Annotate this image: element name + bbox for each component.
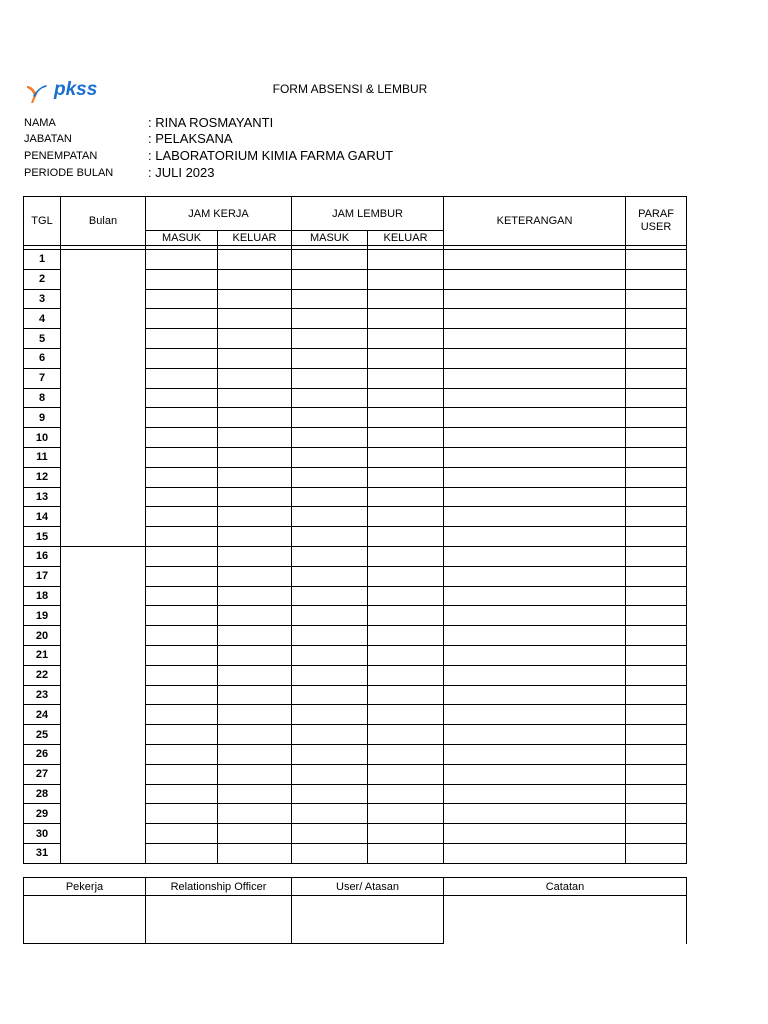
signature-header-ro: Relationship Officer (146, 878, 292, 896)
masuk-lembur-cell[interactable] (292, 705, 368, 725)
paraf-cell[interactable] (626, 744, 687, 764)
header-tgl: TGL (24, 197, 61, 246)
paraf-cell[interactable] (626, 527, 687, 547)
keluar-kerja-cell[interactable] (218, 586, 292, 606)
keluar-lembur-cell[interactable] (368, 527, 444, 547)
masuk-kerja-cell[interactable] (146, 447, 218, 467)
paraf-cell[interactable] (626, 447, 687, 467)
keterangan-cell[interactable] (444, 645, 626, 665)
day-number: 17 (24, 566, 61, 586)
keluar-kerja-cell[interactable] (218, 507, 292, 527)
paraf-cell[interactable] (626, 507, 687, 527)
masuk-lembur-cell[interactable] (292, 368, 368, 388)
masuk-kerja-cell[interactable] (146, 665, 218, 685)
keterangan-cell[interactable] (444, 705, 626, 725)
keluar-lembur-cell[interactable] (368, 309, 444, 329)
paraf-cell[interactable] (626, 824, 687, 844)
keluar-lembur-cell[interactable] (368, 329, 444, 349)
info-value: : RINA ROSMAYANTI (148, 115, 274, 130)
masuk-kerja-cell[interactable] (146, 329, 218, 349)
paraf-cell[interactable] (626, 329, 687, 349)
info-label: PENEMPATAN (24, 150, 98, 162)
masuk-lembur-cell[interactable] (292, 784, 368, 804)
keluar-kerja-cell[interactable] (218, 725, 292, 745)
masuk-kerja-cell[interactable] (146, 685, 218, 705)
paraf-cell[interactable] (626, 764, 687, 784)
paraf-cell[interactable] (626, 546, 687, 566)
keluar-kerja-cell[interactable] (218, 824, 292, 844)
signature-table (23, 877, 687, 944)
keluar-kerja-cell[interactable] (218, 250, 292, 270)
day-number: 29 (24, 804, 61, 824)
keluar-kerja-cell[interactable] (218, 705, 292, 725)
keluar-kerja-cell[interactable] (218, 408, 292, 428)
attendance-table (23, 196, 687, 864)
keterangan-cell[interactable] (444, 368, 626, 388)
masuk-kerja-cell[interactable] (146, 527, 218, 547)
keluar-kerja-cell[interactable] (218, 309, 292, 329)
keterangan-cell[interactable] (444, 408, 626, 428)
keterangan-cell[interactable] (444, 527, 626, 547)
signature-box-ro[interactable] (146, 896, 292, 944)
keterangan-cell[interactable] (444, 546, 626, 566)
day-number: 9 (24, 408, 61, 428)
header-jam-kerja: JAM KERJA (146, 197, 292, 231)
keluar-kerja-cell[interactable] (218, 388, 292, 408)
keluar-kerja-cell[interactable] (218, 329, 292, 349)
keterangan-cell[interactable] (444, 744, 626, 764)
day-number: 2 (24, 269, 61, 289)
day-number: 26 (24, 744, 61, 764)
masuk-kerja-cell[interactable] (146, 764, 218, 784)
paraf-cell[interactable] (626, 804, 687, 824)
paraf-cell[interactable] (626, 645, 687, 665)
employee-info (24, 115, 724, 182)
masuk-lembur-cell[interactable] (292, 408, 368, 428)
paraf-cell[interactable] (626, 566, 687, 586)
paraf-cell[interactable] (626, 487, 687, 507)
masuk-lembur-cell[interactable] (292, 824, 368, 844)
header-bulan: Bulan (61, 197, 146, 246)
masuk-lembur-cell[interactable] (292, 467, 368, 487)
masuk-kerja-cell[interactable] (146, 804, 218, 824)
masuk-lembur-cell[interactable] (292, 586, 368, 606)
masuk-lembur-cell[interactable] (292, 329, 368, 349)
day-number: 7 (24, 368, 61, 388)
header-masuk-kerja: MASUK (146, 231, 218, 246)
keterangan-cell[interactable] (444, 804, 626, 824)
company-logo (24, 76, 124, 106)
keterangan-cell[interactable] (444, 388, 626, 408)
masuk-lembur-cell[interactable] (292, 645, 368, 665)
masuk-lembur-cell[interactable] (292, 487, 368, 507)
masuk-lembur-cell[interactable] (292, 764, 368, 784)
day-number: 21 (24, 645, 61, 665)
day-number: 24 (24, 705, 61, 725)
info-row-periode (24, 165, 724, 182)
keterangan-cell[interactable] (444, 428, 626, 448)
day-number: 11 (24, 447, 61, 467)
keterangan-cell[interactable] (444, 606, 626, 626)
signature-header-pekerja: Pekerja (24, 878, 146, 896)
keluar-kerja-cell[interactable] (218, 289, 292, 309)
day-number: 4 (24, 309, 61, 329)
paraf-cell[interactable] (626, 586, 687, 606)
logo-text: pkss (54, 79, 98, 100)
masuk-lembur-cell[interactable] (292, 250, 368, 270)
keluar-lembur-cell[interactable] (368, 645, 444, 665)
keterangan-cell[interactable] (444, 764, 626, 784)
masuk-kerja-cell[interactable] (146, 309, 218, 329)
day-number: 23 (24, 685, 61, 705)
keluar-lembur-cell[interactable] (368, 487, 444, 507)
masuk-kerja-cell[interactable] (146, 428, 218, 448)
day-number: 20 (24, 626, 61, 646)
masuk-kerja-cell[interactable] (146, 507, 218, 527)
signature-box-pekerja[interactable] (24, 896, 146, 944)
keluar-lembur-cell[interactable] (368, 368, 444, 388)
paraf-cell[interactable] (626, 289, 687, 309)
keluar-kerja-cell[interactable] (218, 804, 292, 824)
keluar-kerja-cell[interactable] (218, 764, 292, 784)
paraf-cell[interactable] (626, 705, 687, 725)
masuk-lembur-cell[interactable] (292, 507, 368, 527)
masuk-kerja-cell[interactable] (146, 388, 218, 408)
keterangan-cell[interactable] (444, 843, 626, 863)
keluar-lembur-cell[interactable] (368, 408, 444, 428)
masuk-kerja-cell[interactable] (146, 824, 218, 844)
keluar-kerja-cell[interactable] (218, 487, 292, 507)
keluar-kerja-cell[interactable] (218, 467, 292, 487)
bulan-cell[interactable] (61, 546, 146, 863)
keterangan-cell[interactable] (444, 447, 626, 467)
info-label: NAMA (24, 117, 56, 129)
day-number: 30 (24, 824, 61, 844)
keluar-lembur-cell[interactable] (368, 566, 444, 586)
keluar-lembur-cell[interactable] (368, 546, 444, 566)
keluar-kerja-cell[interactable] (218, 626, 292, 646)
paraf-cell[interactable] (626, 665, 687, 685)
catatan-box[interactable] (444, 896, 687, 944)
masuk-lembur-cell[interactable] (292, 527, 368, 547)
masuk-kerja-cell[interactable] (146, 744, 218, 764)
paraf-cell[interactable] (626, 428, 687, 448)
table-row (24, 250, 687, 270)
paraf-cell[interactable] (626, 250, 687, 270)
paraf-cell[interactable] (626, 269, 687, 289)
keterangan-cell[interactable] (444, 784, 626, 804)
keterangan-cell[interactable] (444, 467, 626, 487)
masuk-kerja-cell[interactable] (146, 705, 218, 725)
keterangan-cell[interactable] (444, 289, 626, 309)
day-number: 3 (24, 289, 61, 309)
day-number: 18 (24, 586, 61, 606)
keterangan-cell[interactable] (444, 586, 626, 606)
paraf-cell[interactable] (626, 467, 687, 487)
masuk-lembur-cell[interactable] (292, 428, 368, 448)
keluar-lembur-cell[interactable] (368, 626, 444, 646)
keluar-lembur-cell[interactable] (368, 289, 444, 309)
masuk-kerja-cell[interactable] (146, 289, 218, 309)
paraf-cell[interactable] (626, 368, 687, 388)
keluar-lembur-cell[interactable] (368, 665, 444, 685)
keluar-lembur-cell[interactable] (368, 507, 444, 527)
masuk-kerja-cell[interactable] (146, 546, 218, 566)
info-value: : LABORATORIUM KIMIA FARMA GARUT (148, 148, 394, 163)
keluar-kerja-cell[interactable] (218, 527, 292, 547)
paraf-cell[interactable] (626, 388, 687, 408)
keluar-kerja-cell[interactable] (218, 428, 292, 448)
masuk-kerja-cell[interactable] (146, 626, 218, 646)
masuk-lembur-cell[interactable] (292, 269, 368, 289)
keluar-lembur-cell[interactable] (368, 824, 444, 844)
logo-mark-icon (27, 85, 47, 103)
masuk-kerja-cell[interactable] (146, 467, 218, 487)
keluar-lembur-cell[interactable] (368, 606, 444, 626)
masuk-kerja-cell[interactable] (146, 784, 218, 804)
keluar-lembur-cell[interactable] (368, 348, 444, 368)
keluar-kerja-cell[interactable] (218, 784, 292, 804)
masuk-kerja-cell[interactable] (146, 348, 218, 368)
masuk-lembur-cell[interactable] (292, 744, 368, 764)
day-number: 31 (24, 843, 61, 863)
masuk-kerja-cell[interactable] (146, 725, 218, 745)
paraf-cell[interactable] (626, 725, 687, 745)
masuk-kerja-cell[interactable] (146, 566, 218, 586)
paraf-cell[interactable] (626, 348, 687, 368)
keluar-lembur-cell[interactable] (368, 843, 444, 863)
keterangan-cell[interactable] (444, 685, 626, 705)
masuk-lembur-cell[interactable] (292, 388, 368, 408)
keluar-lembur-cell[interactable] (368, 467, 444, 487)
keluar-lembur-cell[interactable] (368, 447, 444, 467)
keterangan-cell[interactable] (444, 725, 626, 745)
signature-header-user: User/ Atasan (292, 878, 444, 896)
masuk-lembur-cell[interactable] (292, 447, 368, 467)
form-title: FORM ABSENSI & LEMBUR (272, 82, 428, 96)
masuk-lembur-cell[interactable] (292, 665, 368, 685)
header-paraf-user: PARAF USER (626, 197, 687, 246)
masuk-kerja-cell[interactable] (146, 843, 218, 863)
masuk-kerja-cell[interactable] (146, 269, 218, 289)
keterangan-cell[interactable] (444, 824, 626, 844)
day-number: 1 (24, 250, 61, 270)
masuk-lembur-cell[interactable] (292, 606, 368, 626)
day-number: 22 (24, 665, 61, 685)
keterangan-cell[interactable] (444, 250, 626, 270)
keluar-lembur-cell[interactable] (368, 250, 444, 270)
masuk-kerja-cell[interactable] (146, 586, 218, 606)
masuk-lembur-cell[interactable] (292, 626, 368, 646)
header-keterangan: KETERANGAN (444, 197, 626, 246)
keterangan-cell[interactable] (444, 348, 626, 368)
keluar-lembur-cell[interactable] (368, 804, 444, 824)
masuk-kerja-cell[interactable] (146, 645, 218, 665)
day-number: 6 (24, 348, 61, 368)
masuk-lembur-cell[interactable] (292, 843, 368, 863)
keterangan-cell[interactable] (444, 665, 626, 685)
keluar-kerja-cell[interactable] (218, 665, 292, 685)
keterangan-cell[interactable] (444, 487, 626, 507)
keluar-lembur-cell[interactable] (368, 269, 444, 289)
day-number: 5 (24, 329, 61, 349)
day-number: 16 (24, 546, 61, 566)
header-jam-lembur: JAM LEMBUR (292, 197, 444, 231)
day-number: 27 (24, 764, 61, 784)
info-label: JABATAN (24, 133, 72, 145)
table-row (24, 546, 687, 566)
info-row-penempatan (24, 148, 724, 165)
keterangan-cell[interactable] (444, 626, 626, 646)
paraf-cell[interactable] (626, 685, 687, 705)
keluar-lembur-cell[interactable] (368, 586, 444, 606)
header-masuk-lembur: MASUK (292, 231, 368, 246)
day-number: 10 (24, 428, 61, 448)
keluar-kerja-cell[interactable] (218, 368, 292, 388)
info-row-jabatan (24, 131, 724, 148)
masuk-lembur-cell[interactable] (292, 804, 368, 824)
keluar-kerja-cell[interactable] (218, 685, 292, 705)
masuk-lembur-cell[interactable] (292, 309, 368, 329)
paraf-cell[interactable] (626, 606, 687, 626)
day-number: 25 (24, 725, 61, 745)
paraf-cell[interactable] (626, 626, 687, 646)
bulan-cell[interactable] (61, 250, 146, 547)
masuk-kerja-cell[interactable] (146, 408, 218, 428)
keterangan-cell[interactable] (444, 566, 626, 586)
day-number: 28 (24, 784, 61, 804)
keluar-lembur-cell[interactable] (368, 725, 444, 745)
keluar-kerja-cell[interactable] (218, 843, 292, 863)
day-number: 14 (24, 507, 61, 527)
masuk-lembur-cell[interactable] (292, 685, 368, 705)
paraf-cell[interactable] (626, 843, 687, 863)
keluar-lembur-cell[interactable] (368, 388, 444, 408)
paraf-cell[interactable] (626, 784, 687, 804)
keterangan-cell[interactable] (444, 269, 626, 289)
keluar-kerja-cell[interactable] (218, 645, 292, 665)
day-number: 8 (24, 388, 61, 408)
day-number: 19 (24, 606, 61, 626)
keluar-lembur-cell[interactable] (368, 764, 444, 784)
day-number: 12 (24, 467, 61, 487)
masuk-kerja-cell[interactable] (146, 368, 218, 388)
keluar-kerja-cell[interactable] (218, 566, 292, 586)
keterangan-cell[interactable] (444, 507, 626, 527)
keluar-kerja-cell[interactable] (218, 269, 292, 289)
header-keluar-kerja: KELUAR (218, 231, 292, 246)
keluar-lembur-cell[interactable] (368, 428, 444, 448)
info-value: : PELAKSANA (148, 131, 233, 146)
day-number: 15 (24, 527, 61, 547)
day-number: 13 (24, 487, 61, 507)
keluar-kerja-cell[interactable] (218, 447, 292, 467)
keluar-kerja-cell[interactable] (218, 606, 292, 626)
keluar-kerja-cell[interactable] (218, 348, 292, 368)
keluar-lembur-cell[interactable] (368, 744, 444, 764)
header-keluar-lembur: KELUAR (368, 231, 444, 246)
paraf-cell[interactable] (626, 309, 687, 329)
masuk-kerja-cell[interactable] (146, 606, 218, 626)
keterangan-cell[interactable] (444, 329, 626, 349)
keluar-kerja-cell[interactable] (218, 546, 292, 566)
masuk-lembur-cell[interactable] (292, 546, 368, 566)
keluar-lembur-cell[interactable] (368, 685, 444, 705)
masuk-lembur-cell[interactable] (292, 725, 368, 745)
info-value: : JULI 2023 (148, 165, 215, 180)
masuk-kerja-cell[interactable] (146, 487, 218, 507)
masuk-lembur-cell[interactable] (292, 348, 368, 368)
info-row-nama (24, 115, 724, 131)
signature-header-catatan: Catatan (444, 878, 687, 896)
info-label: PERIODE BULAN (24, 167, 114, 179)
masuk-lembur-cell[interactable] (292, 289, 368, 309)
signature-box-user[interactable] (292, 896, 444, 944)
keluar-lembur-cell[interactable] (368, 705, 444, 725)
masuk-lembur-cell[interactable] (292, 566, 368, 586)
keterangan-cell[interactable] (444, 309, 626, 329)
keluar-lembur-cell[interactable] (368, 784, 444, 804)
keluar-kerja-cell[interactable] (218, 744, 292, 764)
paraf-cell[interactable] (626, 408, 687, 428)
masuk-kerja-cell[interactable] (146, 250, 218, 270)
